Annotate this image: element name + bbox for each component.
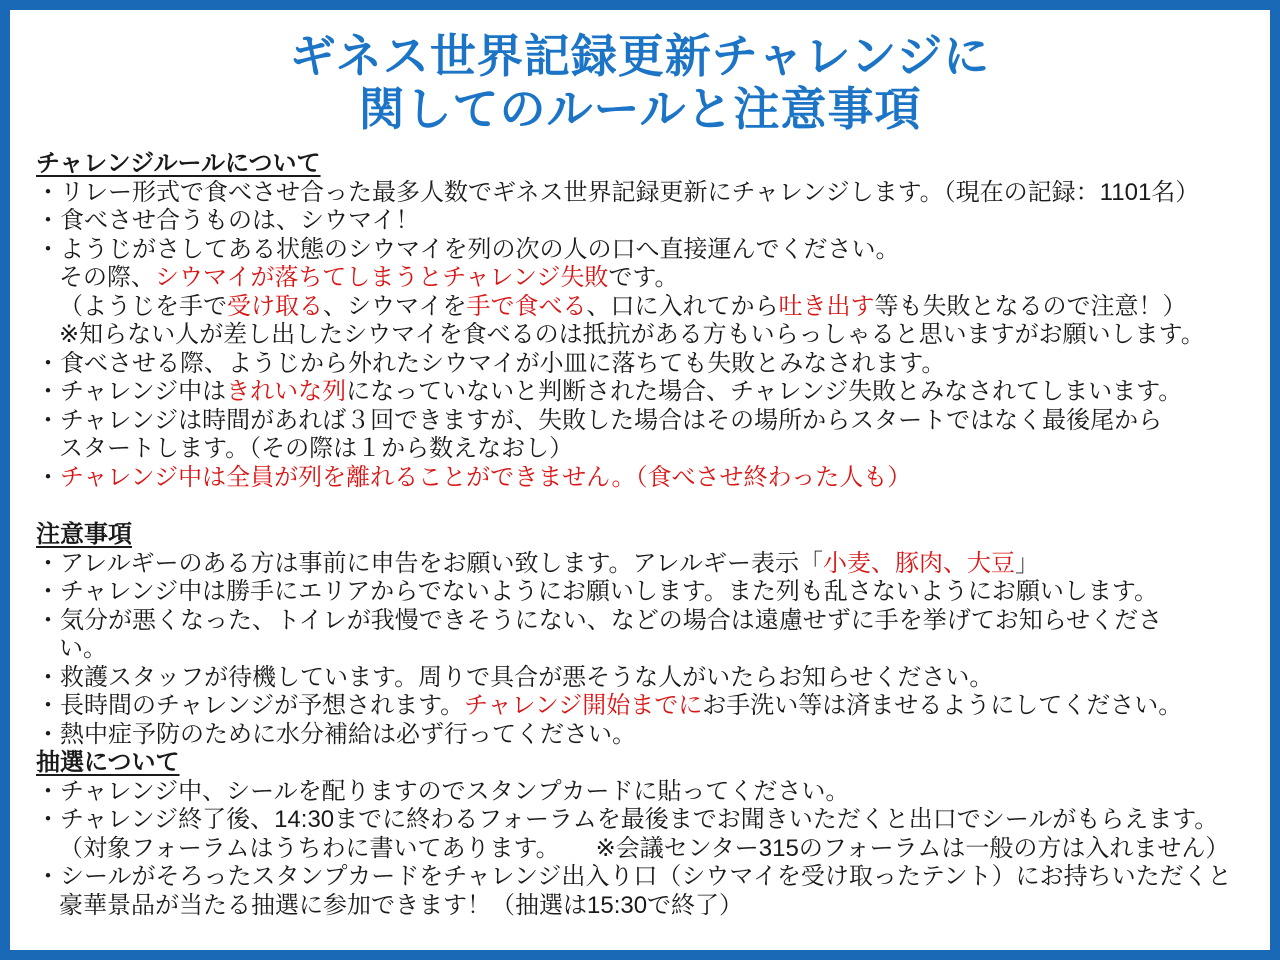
text-segment: 、口に入れてから [586,292,779,320]
text-line [36,435,1246,464]
text-line [36,550,1246,579]
text-line [36,721,1246,750]
highlight-text: 吐き出す [778,292,875,320]
text-segment: になっていないと判断された場合、チャレンジ失敗とみなされてしまいます。 [346,378,1183,405]
section [36,150,1246,492]
text-line [36,407,1246,436]
text-line [36,835,1246,864]
text-segment: 等も失敗となるので注意！） [874,292,1187,320]
text-line [36,692,1246,721]
text-line [36,578,1246,607]
text-segment: その際、 [59,264,155,291]
text-segment: （対象フォーラムはうちわに書いてあります。 ※会議センター315のフォーラムは一般の方は入れません） [59,834,1230,862]
text-segment: ・気分が悪くなった、トイレが我慢できそうにない、などの場合は遠慮せずに手を挙げてお知らせくださ [36,606,1163,634]
highlight-text: 受け取る [227,292,323,320]
text-segment: ・熱中症予防のために水分補給は必ず行ってください。 [36,720,636,748]
text-segment: ・ [36,463,60,491]
text-line [36,635,1246,664]
text-segment: ・アレルギーのある方は事前に申告をお願い致します。アレルギー表示「 [36,549,823,577]
text-segment: （ようじを手で [59,292,227,320]
text-segment: ・食べさせる際、ようじから外れたシウマイが小皿に落ちても失敗とみなされます。 [36,349,946,377]
text-segment: い。 [59,635,107,662]
highlight-text: チャレンジ中は全員が列を離れることができません。（食べさせ終わった人も） [60,463,912,491]
section [36,521,1246,749]
text-segment: ・チャレンジは時間があれば３回できますが、失敗した場合はその場所からスタートではなく最後尾から [36,406,1163,434]
text-line [36,236,1246,265]
text-line [36,350,1246,379]
text-line [36,464,1246,493]
text-segment: です。 [608,264,679,291]
section [36,749,1246,920]
text-line [36,778,1246,807]
text-line [36,892,1246,921]
text-segment: ※知らない人が差し出したシウマイを食べるのは抵抗がある方もいらっしゃると思いますがお願いします。 [59,321,1205,348]
text-segment: ・救護スタッフが待機しています。周りで具合が悪そうな人がいたらお知らせください。 [36,663,994,691]
text-line [36,293,1246,322]
text-segment: ・チャレンジ中は勝手にエリアからでないようにお願いします。また列も乱さないようにお願いします。 [36,578,1158,605]
text-segment: ・チャレンジ終了後、14:30までに終わるフォーラムを最後までお聞きいただくと出口でシールがもらえます。 [36,806,1219,833]
text-line [36,264,1246,293]
text-segment: スタートします。（その際は１から数えなおし） [59,435,574,462]
highlight-text: シウマイが落ちてしまうとチャレンジ失敗 [155,264,609,291]
section-heading: 抽選について [36,749,180,776]
text-line [36,863,1246,892]
text-segment: 」 [1014,549,1039,577]
page-title-line-2: 関してのルールと注意事項 [358,83,922,135]
highlight-text: 手で食べる [466,292,587,320]
text-line [36,207,1246,236]
section-heading: 注意事項 [36,521,132,548]
text-segment: 、シウマイを [323,292,467,320]
text-segment: ・シールがそろったスタンプカードをチャレンジ出入り口（シウマイを受け取ったテント）にお持ちいただくと [36,863,1232,890]
text-segment: ・チャレンジ中、シールを配りますのでスタンプカードに貼ってください。 [36,777,850,805]
document-body [36,150,1246,920]
text-line [36,321,1246,350]
text-segment: ・長時間のチャレンジが予想されます。 [36,692,465,719]
text-segment: 豪華景品が当たる抽選に参加できます！（抽選は15:30で終了） [59,891,744,919]
text-segment: ・リレー形式で食べさせ合った最多人数でギネス世界記録更新にチャレンジします。（現在の記録：1101名） [36,178,1200,206]
text-line [36,607,1246,636]
highlight-text: 小麦、豚肉、大豆 [822,549,1015,577]
highlight-text: きれいな列 [226,378,347,405]
text-line [36,806,1246,835]
page-title-line-1: ギネス世界記録更新チャレンジに [289,30,991,82]
text-segment: ・チャレンジ中は [36,378,227,405]
text-segment: ・食べさせ合うものは、シウマイ！ [36,207,420,234]
text-segment: お手洗い等は済ませるようにしてください。 [702,692,1183,719]
text-line [36,179,1246,208]
text-segment: ・ようじがさしてある状態のシウマイを列の次の人の口へ直接運んでください。 [36,235,900,263]
highlight-text: チャレンジ開始までに [464,692,703,719]
section-heading: チャレンジルールについて [36,150,321,177]
page-title [10,30,1270,136]
text-line [36,378,1246,407]
text-line [36,664,1246,693]
